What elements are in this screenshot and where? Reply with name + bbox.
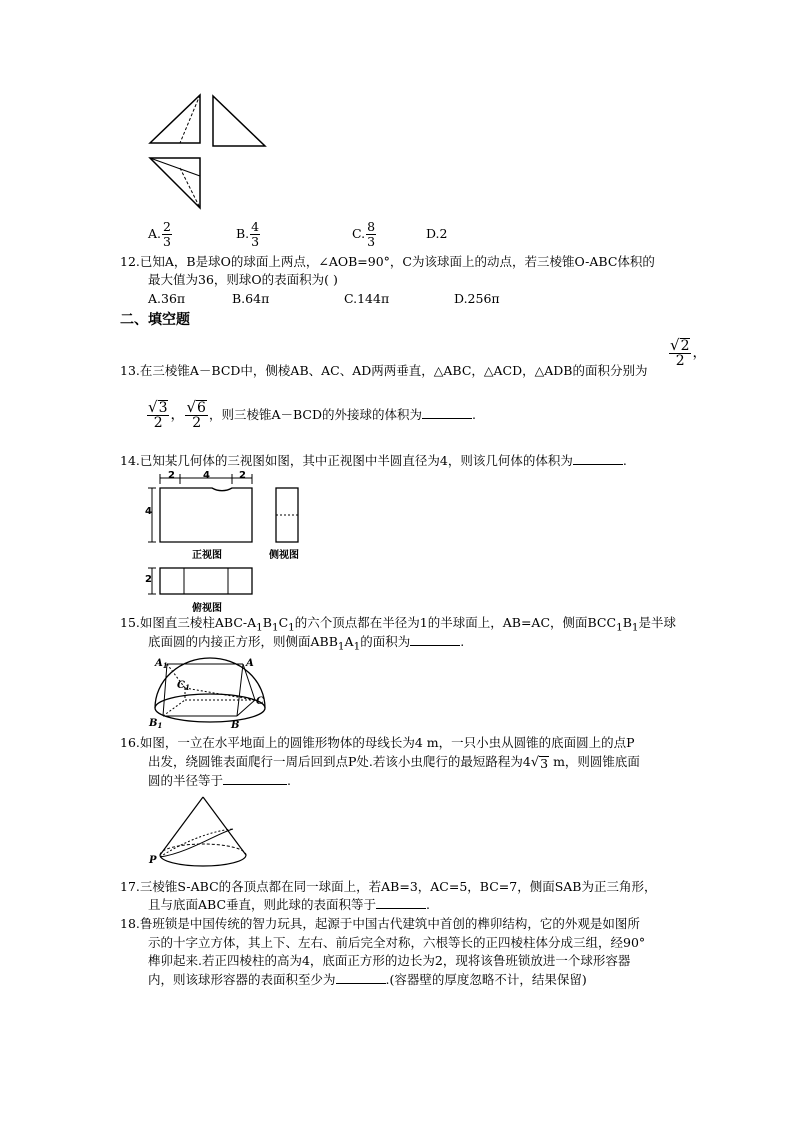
- q14-side-view-caption: 侧视图: [269, 550, 299, 561]
- q13-frac1: √ 2 2 ，: [670, 336, 707, 369]
- q15-hemisphere-figure: [145, 650, 275, 730]
- q12-option-d: D.256π: [454, 291, 500, 306]
- q14-line1: 14.已知某几何体的三视图如图，其中正视图中半圆直径为4，则该几何体的体积为 .: [120, 453, 627, 468]
- q18-line1: 18.鲁班锁是中国传统的智力玩具，起源于中国古代建筑中首创的榫卯结构，它的外观是如图所: [120, 916, 640, 931]
- q11-option-b-label: B.: [235, 226, 250, 241]
- q11-option-a-fraction: $\frac{2}{3}$: [163, 219, 171, 249]
- q12-line1: 12.已知A，B是球O的球面上两点，∠AOB=90°，C为该球面上的动点，若三棱锥O-ABC体积的: [120, 254, 655, 269]
- bottom-triangle: [150, 158, 200, 208]
- q18-line4: 内，则该球形容器的表面积至少为 .(容器壁的厚度忽略不计，结果保留): [148, 972, 587, 987]
- q14-dim-bottom-h: 2: [145, 574, 152, 585]
- label-B: B: [231, 720, 240, 730]
- q11-option-b-fraction: $\frac{4}{3}$: [251, 219, 260, 249]
- q17-line2: 且与底面ABC垂直，则此球的表面积等于 .: [148, 897, 430, 912]
- q11-figure: [145, 88, 275, 213]
- label-C: C: [256, 696, 264, 707]
- q13-frac2: √ 3 2: [148, 398, 168, 431]
- q14-dim-left-h: 4: [145, 506, 152, 517]
- right-triangle: [213, 96, 265, 146]
- q16-cone-figure: [148, 793, 253, 875]
- q14-top-view-caption: 俯视图: [192, 603, 222, 614]
- q13-answer-blank: [422, 406, 472, 419]
- q12-option-b: B.64π: [232, 291, 270, 306]
- q13-line1: 13.在三棱锥A－BCD中，侧棱AB、AC、AD两两垂直，△ABC，△ACD，△ADB的面积分别为: [120, 363, 648, 378]
- q15-line1: 15.如图直三棱柱ABC-$A_1B_1C_1$的六个顶点都在半径为1的半球面上，AB=AC，侧面$BCC_1B_1$是半球: [120, 615, 677, 634]
- q16-line2: 出发，绕圆锥表面爬行一周后回到点P处.若该小虫爬行的最短路程为4 √ 3 m，则圆锥底面: [148, 754, 640, 771]
- q18-line2: 示的十字立方体，其上下、左右、前后完全对称，六根等长的正四棱柱体分成三组，经90°: [148, 935, 646, 950]
- q12-option-a: A.36π: [148, 291, 186, 306]
- q17-line1: 17.三棱锥S-ABC的各顶点都在同一球面上，若AB=3，AC=5，BC=7，侧面SAB为正三角形，: [120, 879, 657, 894]
- q11-option-c-label: C.: [351, 226, 366, 241]
- q16-answer-blank: [223, 772, 287, 785]
- label-A1: $A_1$: [155, 658, 168, 670]
- label-B1: $B_1$: [149, 718, 163, 730]
- label-C1: $C_1$: [177, 680, 190, 692]
- q11-option-a-label: A.: [148, 226, 162, 241]
- section-heading: 二、填空题: [120, 312, 190, 328]
- q13-frac3: √ 6 2: [186, 398, 206, 431]
- q11-option-d: D.2: [425, 226, 448, 241]
- label-A: A: [246, 658, 254, 669]
- q14-dim-top-c: 2: [239, 470, 246, 481]
- q12-line2: 最大值为36，则球O的表面积为( ): [148, 272, 338, 287]
- q14-front-view-caption: 正视图: [192, 550, 222, 561]
- q14-dim-top-a: 2: [168, 470, 175, 481]
- q11-options: [148, 218, 447, 250]
- left-triangle: [150, 95, 200, 143]
- q14-three-view-figure: [140, 470, 320, 610]
- q11-option-c-fraction: $\frac{8}{3}$: [367, 219, 376, 249]
- q15-answer-blank: [410, 633, 460, 646]
- q14-answer-blank: [573, 452, 623, 465]
- q12-option-c: C.144π: [344, 291, 390, 306]
- q12-options: [148, 290, 500, 308]
- q17-answer-blank: [376, 896, 426, 909]
- q16-line3: 圆的半径等于 .: [148, 773, 291, 788]
- point-P: P: [149, 855, 157, 866]
- q18-answer-blank: [336, 971, 386, 984]
- q18-line3: 榫卯起来.若正四棱柱的高为4，底面正方形的边长为2，现将该鲁班锁放进一个球形容器: [148, 953, 631, 968]
- q13-line2: √ 3 2 ， √ 6 2 ，则三棱锥A－BCD的外接球的体积为 .: [148, 398, 476, 431]
- q15-line2: 底面圆的内接正方形，则侧面$ABB_1A_1$的面积为 .: [148, 634, 465, 653]
- q16-line1: 16.如图，一立在水平地面上的圆锥形物体的母线长为4 m，一只小虫从圆锥的底面圆上的点P: [120, 735, 635, 750]
- q14-dim-top-b: 4: [203, 470, 210, 481]
